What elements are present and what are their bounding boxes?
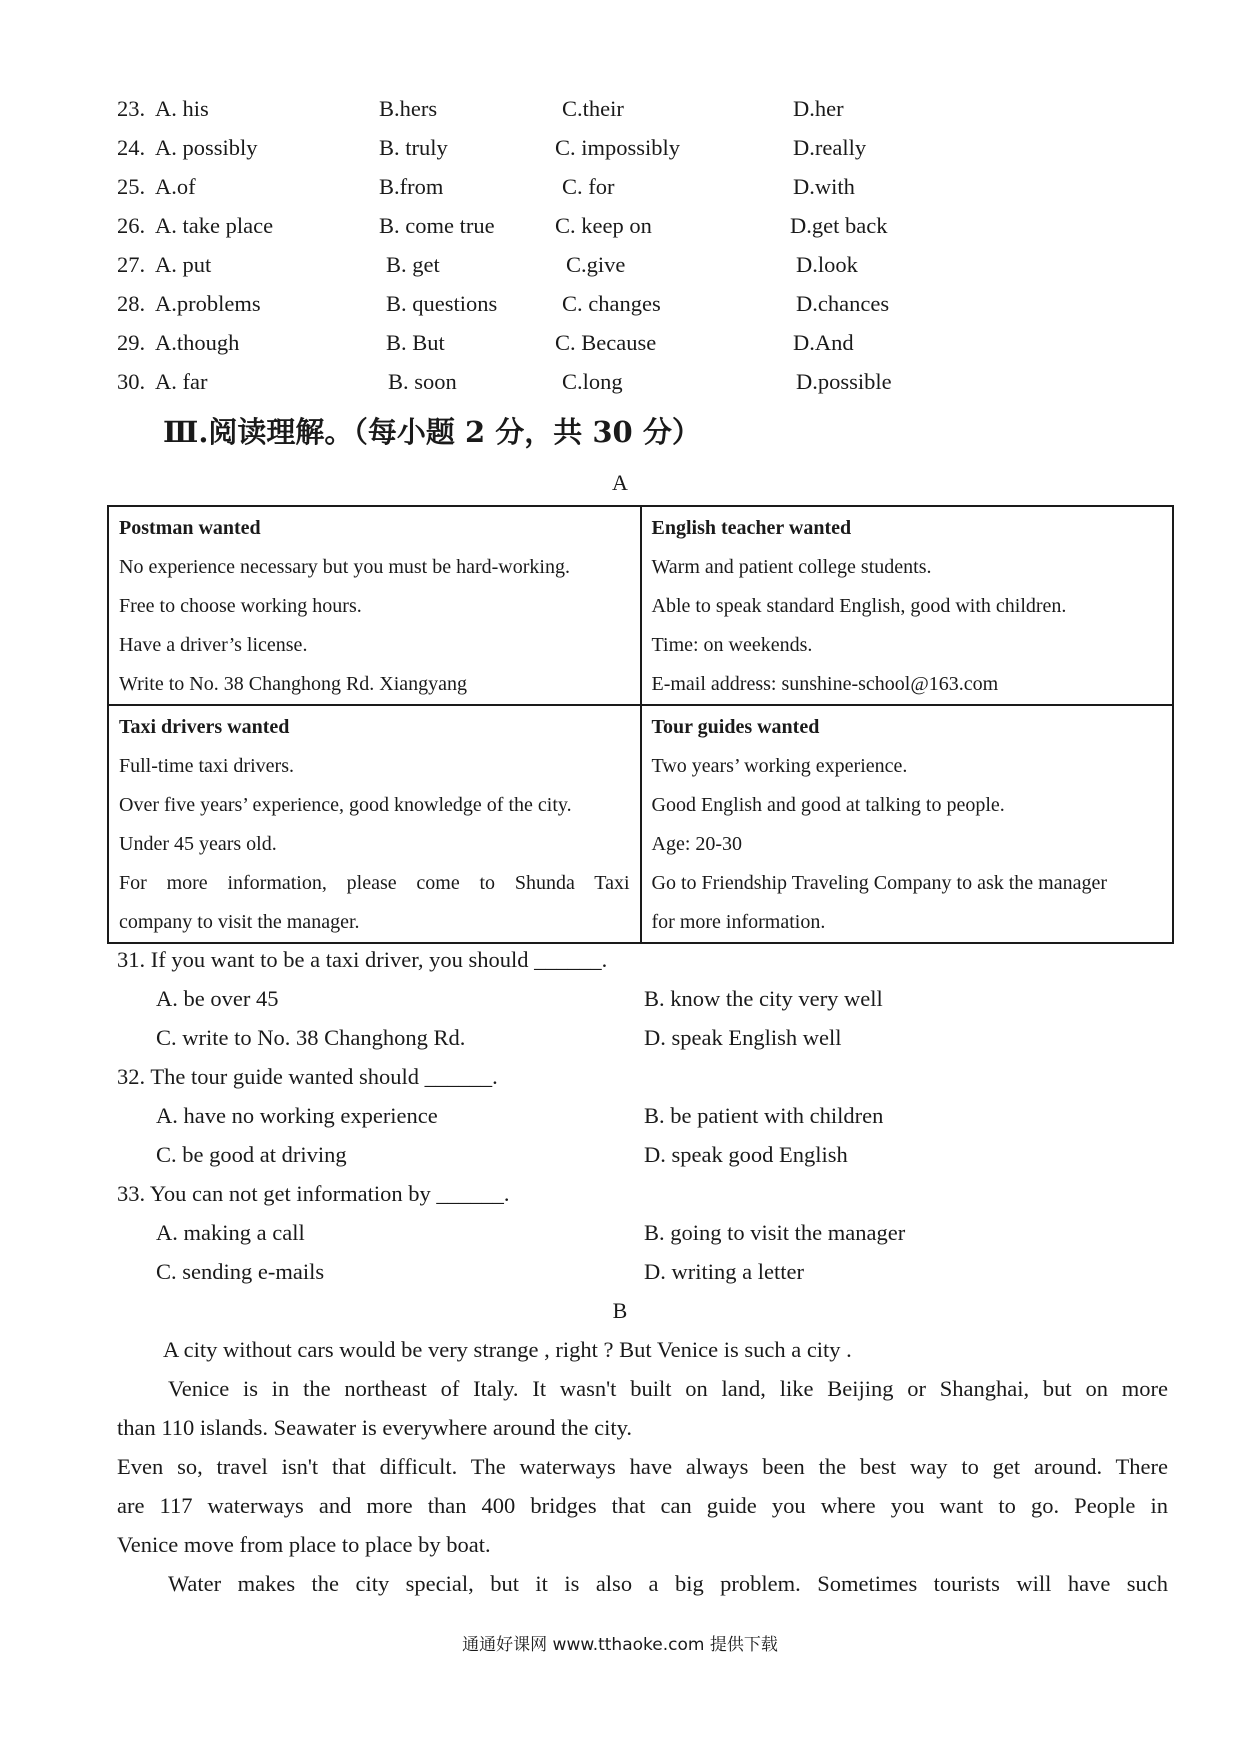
option-c: C.long: [562, 369, 623, 394]
option-d: D.really: [793, 135, 867, 160]
question-number: 28.: [117, 291, 146, 316]
paragraph-line: Even so, travel isn't that difficult. The waterways have always been the best way to get around. There: [117, 1454, 1168, 1479]
ads-row: [108, 506, 1173, 705]
question-stem-row: [0, 1174, 1240, 1213]
question-stem-row: [0, 1057, 1240, 1096]
ad-line: No experience necessary but you must be hard-working.: [119, 556, 570, 578]
ad-line: Have a driver’s license.: [119, 634, 308, 656]
option-a: A. possibly: [155, 135, 258, 160]
question-number: 29.: [117, 330, 146, 355]
answer-c: C. sending e-mails: [156, 1259, 325, 1284]
option-c: C. changes: [562, 291, 661, 316]
paragraph-line: A city without cars would be very strange , right ? But Venice is such a city .: [163, 1337, 852, 1362]
question-number: 26.: [117, 213, 146, 238]
option-b: B. truly: [379, 135, 448, 160]
question-number: 24.: [117, 135, 146, 160]
ad-title: Taxi drivers wanted: [119, 716, 290, 738]
passage-a-label: A: [612, 470, 628, 495]
option-c: C.give: [566, 252, 626, 277]
question-number: 23.: [117, 96, 146, 121]
answer-row: [0, 1252, 1240, 1291]
ad-line: Under 45 years old.: [119, 833, 277, 855]
paragraph-line: Water makes the city special, but it is also a big problem. Sometimes tourists will have such: [168, 1571, 1168, 1596]
question-stem: 31. If you want to be a taxi driver, you should ______.: [117, 947, 608, 972]
answer-b: B. going to visit the manager: [644, 1220, 906, 1245]
ad-line: Good English and good at talking to people.: [651, 794, 1005, 816]
page-footer: 通通好课网 www.tthaoke.com 提供下载: [462, 1635, 778, 1655]
ad-line: Two years’ working experience.: [651, 755, 908, 777]
ad-line: Write to No. 38 Changhong Rd. Xiangyang: [119, 673, 468, 695]
ad-line: Age: 20-30: [651, 833, 743, 855]
option-d: D.get back: [790, 213, 888, 238]
question-stem: 33. You can not get information by ______.: [117, 1181, 510, 1206]
ad-line: Able to speak standard English, good with children.: [651, 595, 1067, 617]
ad-title: Tour guides wanted: [651, 716, 820, 738]
ad-title: English teacher wanted: [651, 517, 852, 539]
option-row: [0, 362, 1240, 401]
paragraph-line: Venice move from place to place by boat.: [117, 1532, 491, 1557]
option-row: [0, 245, 1240, 284]
question-number: 30.: [117, 369, 146, 394]
option-row: [0, 128, 1240, 167]
option-b: B. soon: [388, 369, 457, 394]
option-c: C. for: [562, 174, 615, 199]
job-ads-table: [107, 505, 1174, 944]
option-a: A.of: [155, 174, 196, 199]
option-row: [0, 167, 1240, 206]
passage-b-label: B: [612, 1298, 628, 1323]
ad-postman: [108, 506, 641, 705]
ad-line: Time: on weekends.: [651, 634, 813, 656]
option-a: A. his: [155, 96, 209, 121]
option-d: D.look: [796, 252, 858, 277]
answer-a: A. making a call: [156, 1220, 305, 1245]
ad-title: Postman wanted: [119, 517, 261, 539]
ad-line: Warm and patient college students.: [651, 556, 932, 578]
option-b: B. come true: [379, 213, 495, 238]
option-a: A. take place: [155, 213, 274, 238]
answer-d: D. writing a letter: [644, 1259, 804, 1284]
option-b: B.from: [379, 174, 444, 199]
question-number: 27.: [117, 252, 146, 277]
ad-line: company to visit the manager.: [119, 911, 360, 933]
ad-tour-guides: [641, 705, 1174, 943]
answer-d: D. speak good English: [644, 1142, 848, 1167]
option-c: C. Because: [555, 330, 657, 355]
option-b: B.hers: [379, 96, 438, 121]
option-b: B. questions: [386, 291, 498, 316]
ad-line: for more information.: [651, 911, 826, 933]
option-c: C. keep on: [555, 213, 652, 238]
paragraph-line: are 117 waterways and more than 400 bridges that can guide you where you want to go. People in: [117, 1493, 1168, 1518]
section-title: Ⅲ.阅读理解。（每小题 2 分，共 30 分）: [163, 415, 701, 449]
option-d: D.chances: [796, 291, 890, 316]
option-a: A.though: [155, 330, 240, 355]
option-a: A.problems: [155, 291, 261, 316]
ad-line: Free to choose working hours.: [119, 595, 362, 617]
answer-d: D. speak English well: [644, 1025, 842, 1050]
ad-line: E-mail address: sunshine-school@163.com: [651, 673, 999, 695]
question-stem-row: [0, 940, 1240, 979]
option-c: C. impossibly: [555, 135, 681, 160]
paragraph-line: than 110 islands. Seawater is everywhere around the city.: [117, 1415, 633, 1440]
answer-a: A. have no working experience: [156, 1103, 438, 1128]
answer-row: [0, 1018, 1240, 1057]
option-b: B. But: [386, 330, 445, 355]
answer-c: C. write to No. 38 Changhong Rd.: [156, 1025, 466, 1050]
option-row: [0, 89, 1240, 128]
option-row: [0, 284, 1240, 323]
option-b: B. get: [386, 252, 440, 277]
option-row: [0, 206, 1240, 245]
answer-a: A. be over 45: [156, 986, 279, 1011]
answer-row: [0, 1135, 1240, 1174]
answer-row: [0, 1213, 1240, 1252]
option-a: A. put: [155, 252, 212, 277]
paragraph-line: Venice is in the northeast of Italy. It wasn't built on land, like Beijing or Shanghai, but on more: [168, 1376, 1168, 1401]
answer-row: [0, 979, 1240, 1018]
option-c: C.their: [562, 96, 624, 121]
option-a: A. far: [155, 369, 208, 394]
answer-b: B. know the city very well: [644, 986, 883, 1011]
ad-line: Go to Friendship Traveling Company to ask the manager: [651, 872, 1108, 894]
question-stem: 32. The tour guide wanted should ______.: [117, 1064, 498, 1089]
ad-line: Full-time taxi drivers.: [119, 755, 294, 777]
ads-row: [108, 705, 1173, 943]
option-d: D.possible: [796, 369, 892, 394]
ad-english-teacher: [641, 506, 1174, 705]
answer-c: C. be good at driving: [156, 1142, 347, 1167]
option-d: D.her: [793, 96, 844, 121]
option-d: D.with: [793, 174, 855, 199]
answer-b: B. be patient with children: [644, 1103, 884, 1128]
ad-line: For more information, please come to Shunda Taxi: [119, 872, 630, 894]
ad-line: Over five years’ experience, good knowledge of the city.: [119, 794, 572, 816]
ad-taxi-drivers: [108, 705, 641, 943]
answer-row: [0, 1096, 1240, 1135]
option-d: D.And: [793, 330, 854, 355]
option-row: [0, 323, 1240, 362]
question-number: 25.: [117, 174, 146, 199]
